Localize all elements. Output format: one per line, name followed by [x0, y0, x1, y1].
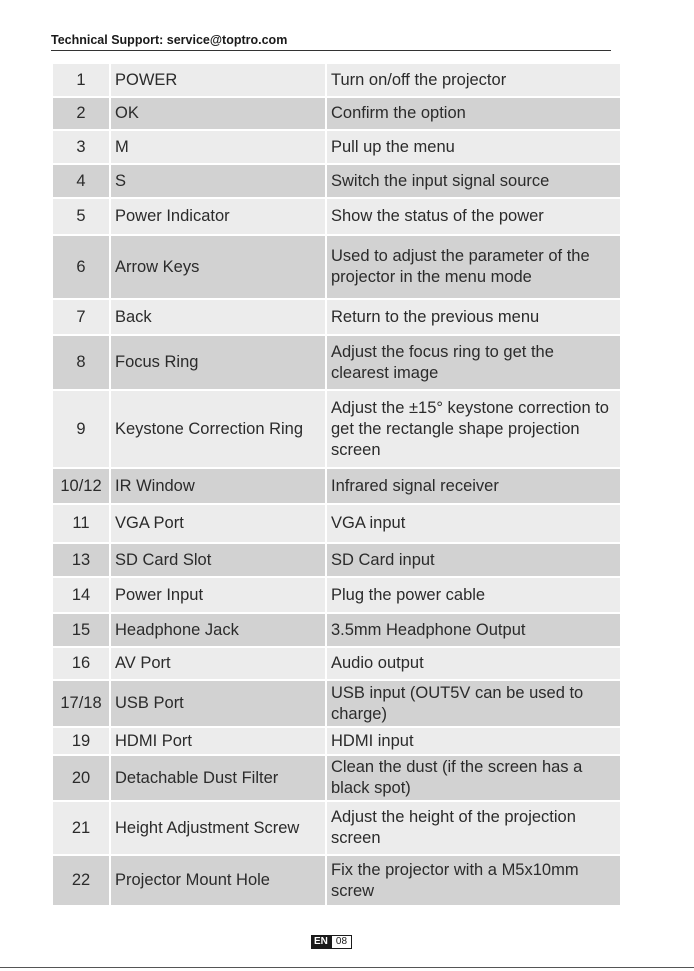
row-number: 20: [52, 755, 110, 801]
row-number: 2: [52, 97, 110, 130]
table-row: [52, 130, 621, 164]
row-number: 3: [52, 130, 110, 164]
row-number: 21: [52, 801, 110, 855]
table-row: [52, 468, 621, 504]
table-row: [52, 680, 621, 727]
row-number: 17/18: [52, 680, 110, 727]
row-number: 15: [52, 613, 110, 647]
table-row: [52, 390, 621, 468]
component-description: Confirm the option: [326, 97, 621, 130]
page-header: Technical Support: service@toptro.com: [51, 33, 611, 51]
component-name: S: [110, 164, 326, 198]
component-description: Adjust the ±15° keystone correction to get the rectangle shape projection screen: [326, 390, 621, 468]
component-name: HDMI Port: [110, 727, 326, 755]
table-row: [52, 235, 621, 299]
component-name: Keystone Correction Ring: [110, 390, 326, 468]
component-name: VGA Port: [110, 504, 326, 543]
table-row: [52, 755, 621, 801]
component-description: Adjust the height of the projection screen: [326, 801, 621, 855]
row-number: 13: [52, 543, 110, 577]
component-name: Arrow Keys: [110, 235, 326, 299]
table-row: [52, 647, 621, 680]
row-number: 22: [52, 855, 110, 906]
table-row: [52, 727, 621, 755]
table-row: [52, 543, 621, 577]
component-description: Pull up the menu: [326, 130, 621, 164]
component-description: Audio output: [326, 647, 621, 680]
table-row: [52, 335, 621, 390]
component-description: Show the status of the power: [326, 198, 621, 235]
component-description: Turn on/off the projector: [326, 63, 621, 97]
table-row: [52, 299, 621, 335]
table-row: [52, 504, 621, 543]
row-number: 19: [52, 727, 110, 755]
component-table: [51, 62, 622, 907]
component-description: Used to adjust the parameter of the projector in the menu mode: [326, 235, 621, 299]
row-number: 7: [52, 299, 110, 335]
table-row: [52, 97, 621, 130]
language-badge: EN: [311, 935, 331, 949]
component-name: Back: [110, 299, 326, 335]
row-number: 4: [52, 164, 110, 198]
component-description: Plug the power cable: [326, 577, 621, 613]
table-row: [52, 855, 621, 906]
component-name: IR Window: [110, 468, 326, 504]
page-footer: [311, 935, 352, 949]
row-number: 5: [52, 198, 110, 235]
component-description: SD Card input: [326, 543, 621, 577]
bottom-divider: [0, 967, 694, 968]
row-number: 14: [52, 577, 110, 613]
table-row: [52, 198, 621, 235]
table-row: [52, 577, 621, 613]
component-description: 3.5mm Headphone Output: [326, 613, 621, 647]
component-name: USB Port: [110, 680, 326, 727]
row-number: 8: [52, 335, 110, 390]
table-row: [52, 63, 621, 97]
table-row: [52, 801, 621, 855]
component-name: Focus Ring: [110, 335, 326, 390]
component-name: POWER: [110, 63, 326, 97]
component-name: AV Port: [110, 647, 326, 680]
component-name: SD Card Slot: [110, 543, 326, 577]
component-description: USB input (OUT5V can be used to charge): [326, 680, 621, 727]
row-number: 16: [52, 647, 110, 680]
row-number: 10/12: [52, 468, 110, 504]
component-description: Clean the dust (if the screen has a black spot): [326, 755, 621, 801]
component-description: VGA input: [326, 504, 621, 543]
component-name: Detachable Dust Filter: [110, 755, 326, 801]
component-description: Switch the input signal source: [326, 164, 621, 198]
component-description: Fix the projector with a M5x10mm screw: [326, 855, 621, 906]
component-name: Power Input: [110, 577, 326, 613]
component-name: OK: [110, 97, 326, 130]
row-number: 11: [52, 504, 110, 543]
row-number: 9: [52, 390, 110, 468]
table-row: [52, 164, 621, 198]
component-name: Height Adjustment Screw: [110, 801, 326, 855]
component-description: HDMI input: [326, 727, 621, 755]
table-row: [52, 613, 621, 647]
component-description: Infrared signal receiver: [326, 468, 621, 504]
page-number: 08: [331, 935, 352, 949]
component-name: Projector Mount Hole: [110, 855, 326, 906]
component-name: Power Indicator: [110, 198, 326, 235]
component-description: Adjust the focus ring to get the clearest image: [326, 335, 621, 390]
row-number: 1: [52, 63, 110, 97]
component-name: Headphone Jack: [110, 613, 326, 647]
row-number: 6: [52, 235, 110, 299]
component-name: M: [110, 130, 326, 164]
component-description: Return to the previous menu: [326, 299, 621, 335]
